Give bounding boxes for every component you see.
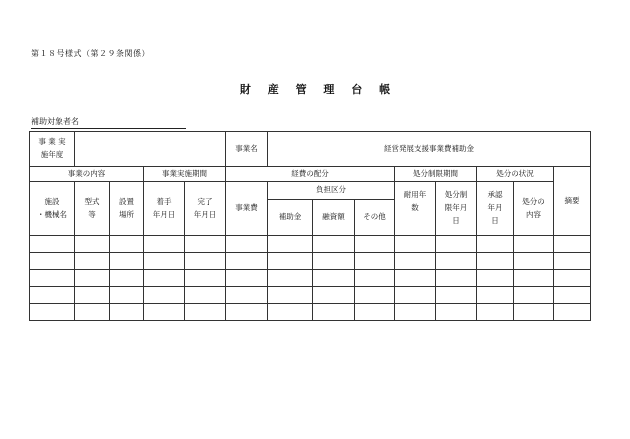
cell-other[interactable] [355,270,395,287]
table-row [30,236,591,253]
header-model-line1: 型式 [84,196,100,206]
cell-facility[interactable] [30,253,75,270]
cell-useful-life[interactable] [395,253,436,270]
top-info-row [30,132,591,167]
cell-loan[interactable] [313,270,355,287]
header-limit-date [436,182,477,236]
cell-start-date[interactable] [144,253,185,270]
header-model [75,182,110,236]
cell-end-date[interactable] [185,253,226,270]
cell-other[interactable] [355,253,395,270]
header-facility-line1: 施設 [44,196,60,206]
cell-location[interactable] [110,304,144,321]
cell-limit-date[interactable] [436,236,477,253]
cell-start-date[interactable] [144,304,185,321]
cell-project-cost[interactable] [226,253,268,270]
cell-limit-date[interactable] [436,270,477,287]
cell-other[interactable] [355,304,395,321]
cell-disposal-content[interactable] [514,270,554,287]
cell-facility[interactable] [30,304,75,321]
cell-disposal-content[interactable] [514,304,554,321]
header-other: その他 [355,200,395,236]
cell-subsidy[interactable] [268,270,313,287]
project-year-label-line2: 施年度 [40,150,64,159]
cell-subsidy[interactable] [268,236,313,253]
cell-limit-date[interactable] [436,287,477,304]
sub-header-row-1 [30,182,591,200]
recipient-label: 補助対象者名 [31,116,186,129]
cell-model[interactable] [75,253,110,270]
cell-subsidy[interactable] [268,304,313,321]
cell-approval-date[interactable] [477,253,514,270]
header-start-date [144,182,185,236]
cell-facility[interactable] [30,270,75,287]
cell-other[interactable] [355,236,395,253]
cell-location[interactable] [110,253,144,270]
cell-end-date[interactable] [185,270,226,287]
cell-remarks[interactable] [554,304,591,321]
cell-location[interactable] [110,270,144,287]
form-number: 第１８号様式（第２９条関係） [31,49,150,58]
header-location [110,182,144,236]
cell-useful-life[interactable] [395,304,436,321]
cell-project-cost[interactable] [226,287,268,304]
header-remarks: 摘要 [554,167,591,236]
cell-end-date[interactable] [185,287,226,304]
header-approval-date [477,182,514,236]
header-end-line2: 年月日 [193,209,217,219]
cell-model[interactable] [75,270,110,287]
table-row [30,253,591,270]
project-year-value[interactable] [75,132,226,167]
header-facility-line2: ・機械名 [37,209,67,219]
cell-end-date[interactable] [185,236,226,253]
header-limit-line3: 日 [452,215,460,225]
table-row [30,270,591,287]
cell-loan[interactable] [313,253,355,270]
cell-disposal-content[interactable] [514,287,554,304]
header-location-line1: 設置 [119,196,134,206]
table-row [30,304,591,321]
header-project-cost: 事業費 [226,182,268,236]
cell-facility[interactable] [30,236,75,253]
cell-start-date[interactable] [144,270,185,287]
cell-location[interactable] [110,236,144,253]
cell-subsidy[interactable] [268,253,313,270]
header-period: 事業実施期間 [144,167,226,182]
project-year-label-line1: 事 業 実 [38,137,66,147]
group-header-row [30,167,591,182]
cell-remarks[interactable] [554,287,591,304]
header-approval-line2: 年月 [487,203,503,213]
header-start-line1: 着手 [156,196,172,206]
project-year-label [30,132,75,167]
header-disposal-content-line2: 内容 [526,209,541,219]
cell-approval-date[interactable] [477,304,514,321]
cell-useful-life[interactable] [395,270,436,287]
cell-subsidy[interactable] [268,287,313,304]
cell-loan[interactable] [313,304,355,321]
header-subsidy: 補助金 [268,200,313,236]
header-limit-line1: 処分制 [444,190,468,200]
page-title: 財 産 管 理 台 帳 [239,83,391,96]
cell-remarks[interactable] [554,236,591,253]
header-end-date [185,182,226,236]
cell-project-cost[interactable] [226,304,268,321]
header-approval-line3: 日 [491,215,499,225]
cell-model[interactable] [75,304,110,321]
header-disposal-content [514,182,554,236]
cell-limit-date[interactable] [436,304,477,321]
table-row [30,287,591,304]
cell-approval-date[interactable] [477,287,514,304]
cell-loan[interactable] [313,287,355,304]
cell-start-date[interactable] [144,287,185,304]
header-cost: 経費の配分 [226,167,395,182]
header-burden: 負担区分 [268,182,395,200]
cell-approval-date[interactable] [477,236,514,253]
cell-model[interactable] [75,287,110,304]
header-useful-life [395,182,436,236]
cell-disposal-content[interactable] [514,253,554,270]
header-loan: 融資額 [313,200,355,236]
header-approval-line1: 承認 [487,190,503,200]
project-name-label: 事業名 [226,132,268,167]
cell-project-cost[interactable] [226,270,268,287]
cell-model[interactable] [75,236,110,253]
header-disposal-content-line1: 処分の [522,196,545,206]
asset-ledger-table [29,131,591,321]
header-facility [30,182,75,236]
cell-facility[interactable] [30,287,75,304]
header-restriction: 処分制限期間 [395,167,477,182]
header-location-line2: 場所 [119,209,134,219]
cell-project-cost[interactable] [226,236,268,253]
header-content: 事業の内容 [30,167,144,182]
cell-start-date[interactable] [144,236,185,253]
cell-remarks[interactable] [554,270,591,287]
header-limit-line2: 限年月 [444,203,468,213]
cell-remarks[interactable] [554,253,591,270]
cell-loan[interactable] [313,236,355,253]
cell-location[interactable] [110,287,144,304]
cell-useful-life[interactable] [395,236,436,253]
cell-disposal-content[interactable] [514,236,554,253]
header-useful-life-line2: 数 [411,203,419,213]
cell-other[interactable] [355,287,395,304]
header-useful-life-line1: 耐用年 [403,190,427,200]
cell-end-date[interactable] [185,304,226,321]
project-name-value: 経営発展支援事業費補助金 [268,132,591,167]
cell-limit-date[interactable] [436,253,477,270]
header-start-line2: 年月日 [152,209,176,219]
header-model-line2: 等 [88,209,96,219]
header-end-line1: 完了 [197,196,213,206]
cell-approval-date[interactable] [477,270,514,287]
cell-useful-life[interactable] [395,287,436,304]
header-disposal-status: 処分の状況 [477,167,554,182]
